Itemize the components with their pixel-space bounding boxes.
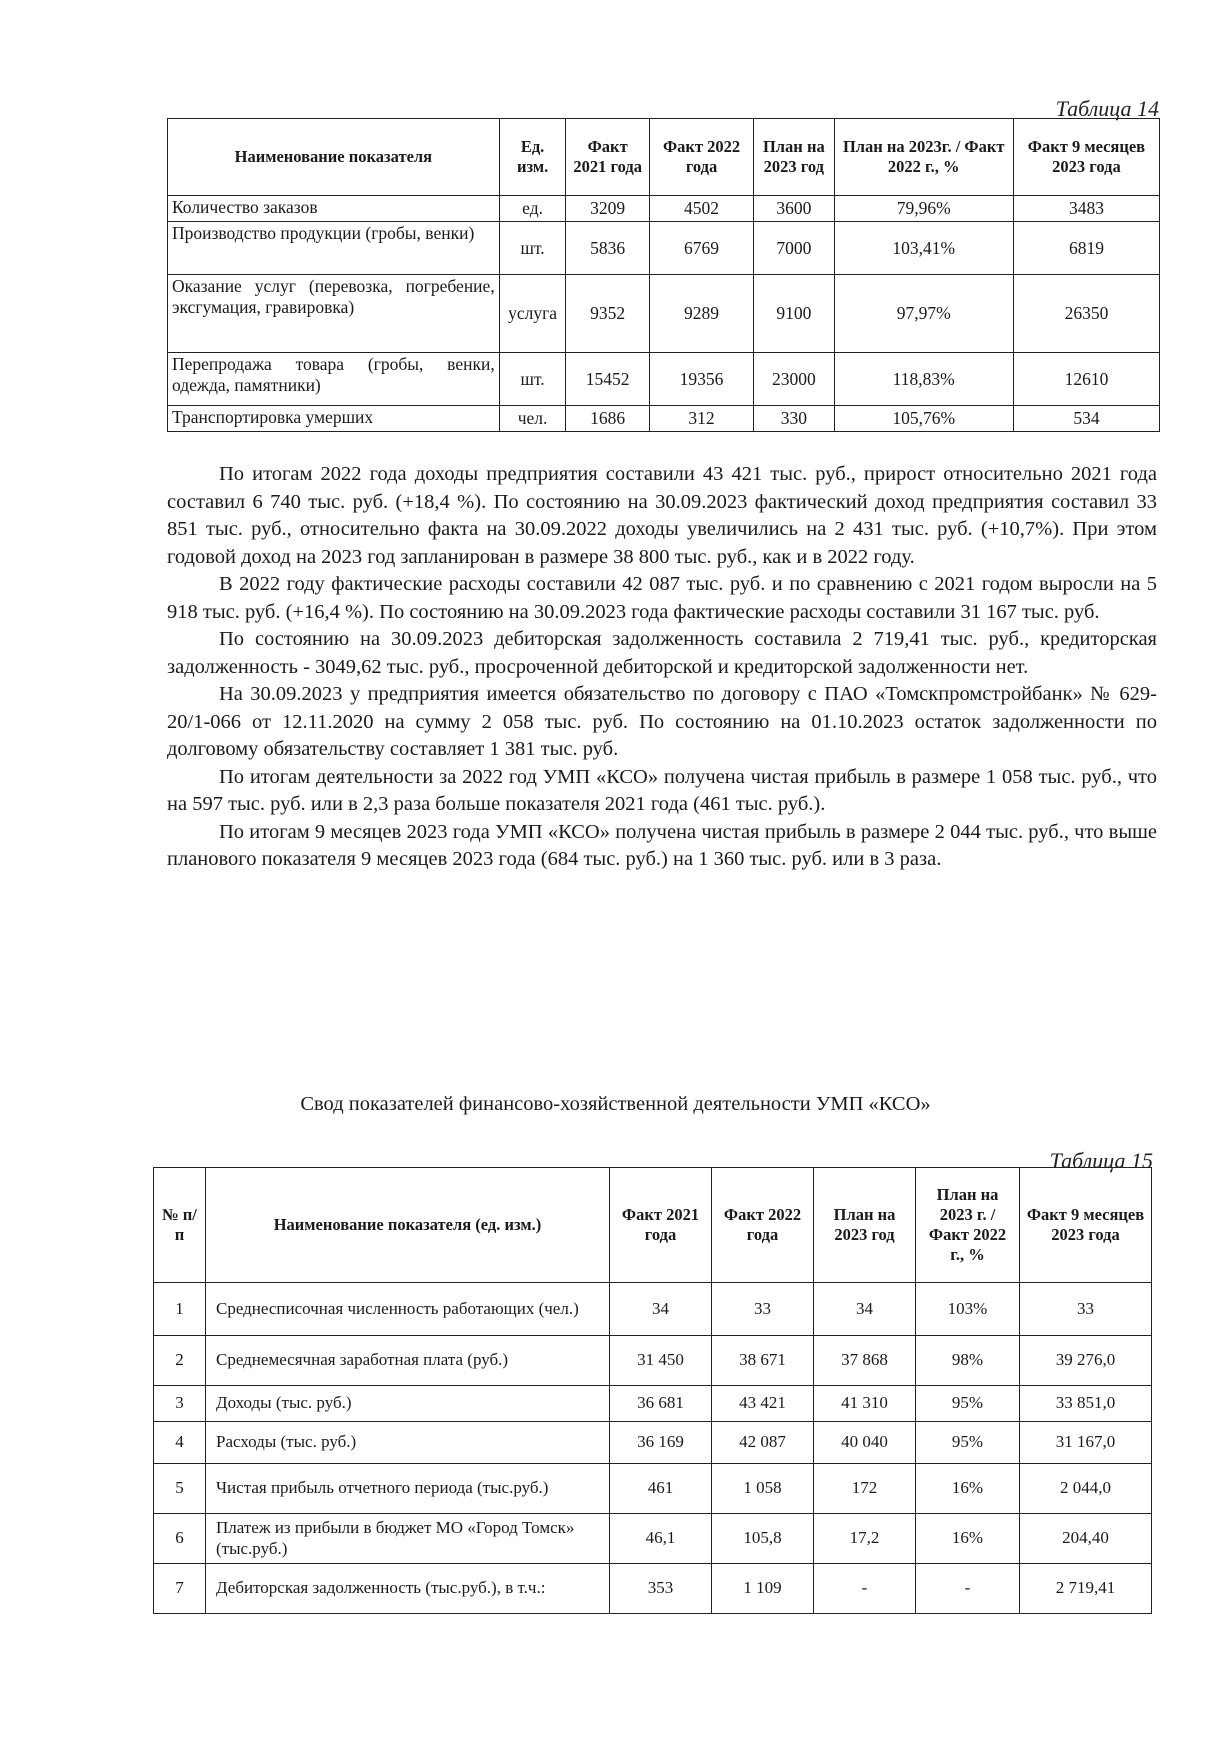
column-header: Наименование показателя <box>168 119 500 196</box>
cell: 204,40 <box>1020 1514 1152 1564</box>
cell: 103,41% <box>834 222 1013 275</box>
row-number: 4 <box>154 1422 206 1464</box>
row-number: 1 <box>154 1283 206 1336</box>
column-header: Факт 9 месяцев 2023 года <box>1020 1168 1152 1283</box>
cell: 19356 <box>649 353 753 406</box>
row-label: Количество заказов <box>168 196 500 222</box>
body-text <box>167 461 1157 874</box>
row-number: 7 <box>154 1564 206 1614</box>
column-header: Факт 2021 года <box>610 1168 712 1283</box>
cell: 105,8 <box>712 1514 814 1564</box>
cell: - <box>916 1564 1020 1614</box>
cell: 36 681 <box>610 1386 712 1422</box>
column-header: Наименование показателя (ед. изм.) <box>206 1168 610 1283</box>
table-row <box>154 1422 1152 1464</box>
paragraph: По итогам деятельности за 2022 год УМП «КСО» получена чистая прибыль в размере 1 058 тыс. руб., что на 597 тыс. руб. или в 2,3 раза больше показателя 2021 года (461 тыс. руб.). <box>167 765 1157 815</box>
cell: 42 087 <box>712 1422 814 1464</box>
row-number: 2 <box>154 1336 206 1386</box>
row-label: Чистая прибыль отчетного периода (тыс.руб.) <box>206 1464 610 1514</box>
table-15-header-row <box>154 1168 1152 1283</box>
cell: 34 <box>814 1283 916 1336</box>
cell: 34 <box>610 1283 712 1336</box>
cell: 3209 <box>566 196 649 222</box>
row-label: Перепродажа товара (гробы, венки, одежда, памятники) <box>168 353 500 406</box>
cell: 98% <box>916 1336 1020 1386</box>
cell: 1 109 <box>712 1564 814 1614</box>
cell: 40 040 <box>814 1422 916 1464</box>
table-14 <box>167 118 1160 432</box>
cell: 9289 <box>649 275 753 353</box>
row-label: Среднемесячная заработная плата (руб.) <box>206 1336 610 1386</box>
cell: 38 671 <box>712 1336 814 1386</box>
cell: 534 <box>1013 406 1159 432</box>
cell: 97,97% <box>834 275 1013 353</box>
row-label: Транспортировка умерших <box>168 406 500 432</box>
table-15-caption: Таблица 15 <box>1049 1148 1153 1173</box>
row-number: 5 <box>154 1464 206 1514</box>
column-header: № п/п <box>154 1168 206 1283</box>
cell: 33 <box>1020 1283 1152 1336</box>
table-15 <box>153 1167 1152 1614</box>
cell: 36 169 <box>610 1422 712 1464</box>
cell: 15452 <box>566 353 649 406</box>
cell: 172 <box>814 1464 916 1514</box>
table-row <box>168 222 1160 275</box>
cell: - <box>814 1564 916 1614</box>
row-label: Расходы (тыс. руб.) <box>206 1422 610 1464</box>
cell: 39 276,0 <box>1020 1336 1152 1386</box>
table-row <box>154 1514 1152 1564</box>
cell: 2 719,41 <box>1020 1564 1152 1614</box>
table-14-header-row <box>168 119 1160 196</box>
table-14-caption: Таблица 14 <box>1055 96 1159 121</box>
cell: услуга <box>499 275 566 353</box>
cell: 79,96% <box>834 196 1013 222</box>
cell: 37 868 <box>814 1336 916 1386</box>
column-header: Факт 2022 года <box>712 1168 814 1283</box>
column-header: Факт 2022 года <box>649 119 753 196</box>
row-label: Оказание услуг (перевозка, погребение, эксгумация, гравировка) <box>168 275 500 353</box>
column-header: План на 2023 год <box>754 119 834 196</box>
cell: шт. <box>499 222 566 275</box>
cell: ед. <box>499 196 566 222</box>
cell: 118,83% <box>834 353 1013 406</box>
cell: 33 851,0 <box>1020 1386 1152 1422</box>
paragraph: В 2022 году фактические расходы составили 42 087 тыс. руб. и по сравнению с 2021 годом выросли на 5 918 тыс. руб. (+16,4 %). По состоянию на 30.09.2023 года фактические расходы составили 31 167 тыс. руб. <box>167 573 1157 623</box>
column-header: Факт 2021 года <box>566 119 649 196</box>
cell: 16% <box>916 1464 1020 1514</box>
summary-title: Свод показателей финансово-хозяйственной деятельности УМП «КСО» <box>300 1093 931 1115</box>
table-row <box>168 406 1160 432</box>
table-row <box>154 1564 1152 1614</box>
cell: 9352 <box>566 275 649 353</box>
cell: 9100 <box>754 275 834 353</box>
cell: 105,76% <box>834 406 1013 432</box>
cell: 1686 <box>566 406 649 432</box>
column-header: Ед. изм. <box>499 119 566 196</box>
cell: 41 310 <box>814 1386 916 1422</box>
cell: 103% <box>916 1283 1020 1336</box>
cell: 6819 <box>1013 222 1159 275</box>
row-label: Производство продукции (гробы, венки) <box>168 222 500 275</box>
paragraph: На 30.09.2023 у предприятия имеется обязательство по договору с ПАО «Томскпромстройбанк» № 629-20/1-066 от 12.11.2020 на сумму 2 058 тыс. руб. По состоянию на 01.10.2023 остаток задолженности по долговому обязательству составляет 1 381 тыс. руб. <box>167 683 1157 760</box>
table-row <box>168 353 1160 406</box>
cell: 16% <box>916 1514 1020 1564</box>
column-header: План на 2023 г. / Факт 2022 г., % <box>916 1168 1020 1283</box>
cell: 461 <box>610 1464 712 1514</box>
cell: 46,1 <box>610 1514 712 1564</box>
cell: 2 044,0 <box>1020 1464 1152 1514</box>
table-row <box>154 1464 1152 1514</box>
row-number: 3 <box>154 1386 206 1422</box>
cell: 6769 <box>649 222 753 275</box>
cell: 12610 <box>1013 353 1159 406</box>
row-label: Дебиторская задолженность (тыс.руб.), в т.ч.: <box>206 1564 610 1614</box>
cell: 1 058 <box>712 1464 814 1514</box>
row-number: 6 <box>154 1514 206 1564</box>
cell: 26350 <box>1013 275 1159 353</box>
cell: 353 <box>610 1564 712 1614</box>
paragraph: По итогам 2022 года доходы предприятия составили 43 421 тыс. руб., прирост относительно 2021 года составил 6 740 тыс. руб. (+18,4 %). По состоянию на 30.09.2023 фактический доход предприятия составил 33 851 тыс. руб., относительно факта на 30.09.2022 доходы увеличились на 2 431 тыс. руб. (+10,7%). При этом годовой доход на 2023 год запланирован в размере 38 800 тыс. руб., как и в 2022 году. <box>167 463 1157 568</box>
column-header: Факт 9 месяцев 2023 года <box>1013 119 1159 196</box>
row-label: Доходы (тыс. руб.) <box>206 1386 610 1422</box>
cell: 23000 <box>754 353 834 406</box>
table-row <box>168 275 1160 353</box>
column-header: План на 2023 год <box>814 1168 916 1283</box>
cell: 7000 <box>754 222 834 275</box>
table-row <box>154 1336 1152 1386</box>
row-label: Среднесписочная численность работающих (чел.) <box>206 1283 610 1336</box>
cell: 43 421 <box>712 1386 814 1422</box>
row-label: Платеж из прибыли в бюджет МО «Город Томск» (тыс.руб.) <box>206 1514 610 1564</box>
cell: 312 <box>649 406 753 432</box>
cell: 3600 <box>754 196 834 222</box>
cell: 3483 <box>1013 196 1159 222</box>
paragraph: По итогам 9 месяцев 2023 года УМП «КСО» получена чистая прибыль в размере 2 044 тыс. руб., что выше планового показателя 9 месяцев 2023 года (684 тыс. руб.) на 1 360 тыс. руб. или в 3 раза. <box>167 820 1157 870</box>
table-row <box>168 196 1160 222</box>
cell: чел. <box>499 406 566 432</box>
table-row <box>154 1283 1152 1336</box>
cell: 95% <box>916 1386 1020 1422</box>
cell: 5836 <box>566 222 649 275</box>
cell: 17,2 <box>814 1514 916 1564</box>
cell: 330 <box>754 406 834 432</box>
table-row <box>154 1386 1152 1422</box>
cell: 31 167,0 <box>1020 1422 1152 1464</box>
cell: 95% <box>916 1422 1020 1464</box>
cell: 4502 <box>649 196 753 222</box>
cell: 31 450 <box>610 1336 712 1386</box>
cell: шт. <box>499 353 566 406</box>
paragraph: По состоянию на 30.09.2023 дебиторская задолженность составила 2 719,41 тыс. руб., кредиторская задолженность - 3049,62 тыс. руб., просроченной дебиторской и кредиторской задолженности нет. <box>167 628 1157 678</box>
cell: 33 <box>712 1283 814 1336</box>
column-header: План на 2023г. / Факт 2022 г., % <box>834 119 1013 196</box>
